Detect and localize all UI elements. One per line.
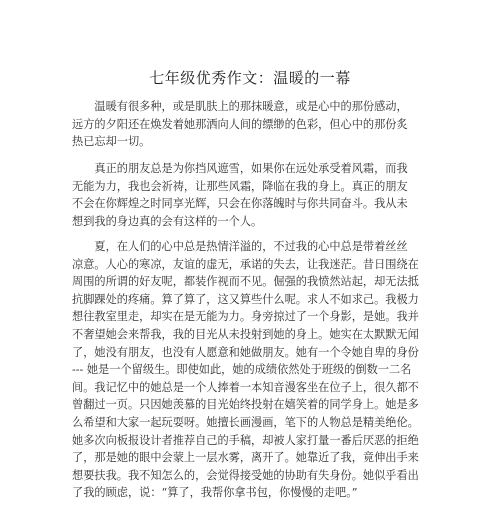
paragraph-line: 想往教室里走，却实在是无能为力。身旁掠过了一个身影，是她。我并	[72, 310, 419, 324]
paragraph-line: 间。我记忆中的她总是一个人捧着一本知音漫客坐在位子上，很久都不	[72, 380, 419, 394]
paragraph-line: 她多次向板报设计者推荐自己的手稿，却被人家打量一番后厌恶的拒绝	[72, 433, 419, 447]
paragraph-line: 远方的夕阳还在焕发着她那洒向人间的缥缈的色彩，但心中的那份炙	[72, 117, 408, 131]
paragraph-3	[72, 238, 432, 502]
paragraph-line: 热已忘却一切。	[72, 135, 151, 149]
paragraph-line: 抗脚踝处的疼痛。算了算了，这又算些什么呢。求人不如求己。我极力	[72, 292, 419, 306]
paragraph-line: 温暖有很多种，或是肌肤上的那抹暖意，或是心中的那份感动，	[72, 100, 408, 113]
paragraph-line: 了我的顾虑，说：“算了，我帮你拿书包，你慢慢的走吧。”	[72, 486, 358, 500]
paragraph-line: 夏，在人们的心中总是热情洋溢的，不过我的心中总是带着丝丝	[72, 240, 408, 253]
paragraph-line: 凉意。人心的寒凉，友谊的虚无，承诺的失去，让我迷茫。昔日围绕在	[72, 257, 419, 271]
paragraph-2	[72, 160, 432, 230]
paragraph-line: 无能为力，我也会祈祷，让那些风霜，降临在我的身上。真正的朋友	[72, 179, 408, 193]
paragraph-line: 真正的朋友总是为你挡风遮雪，如果你在远处承受着风霜，而我	[72, 162, 408, 175]
paragraph-line: 想到我的身边真的会有这样的一个人。	[72, 214, 263, 228]
paragraph-line: 周围的所谓的好友呢，都装作视而不见。倔强的我愤然站起，却无法抵	[72, 275, 419, 289]
paragraph-line: 不奢望她会来帮我，我的目光从未投射到她的身上。她实在太默默无闻	[72, 327, 419, 341]
paragraph-1	[72, 98, 432, 151]
paragraph-line: --- 她是一个留级生。即使如此，她的成绩依然处于班级的倒数一二名	[72, 363, 412, 377]
paragraph-line: 想要扶我。我不知怎么的，会觉得接受她的协助有失身份。她似乎看出	[72, 468, 419, 482]
paragraph-line: 么希望和大家一起玩耍呀。她擅长画漫画，笔下的人物总是精美绝伦。	[72, 415, 419, 429]
document-title: 七年级优秀作文：温暖的一幕	[149, 69, 351, 87]
paragraph-line: 了，那是她的眼中会蒙上一层水雾，离开了。她靠近了我，竟伸出手来	[72, 451, 419, 465]
paragraph-line: 不会在你辉煌之时同享光辉，只会在你落魄时与你共同奋斗。我从未	[72, 197, 408, 211]
paragraph-line: 曾翻过一页。只因她羡慕的目光始终投射在嬉笑着的同学身上。她是多	[72, 398, 419, 412]
paragraph-line: 了，她没有朋友，也没有人愿意和她做朋友。她有一个令她自卑的身份	[72, 345, 419, 359]
